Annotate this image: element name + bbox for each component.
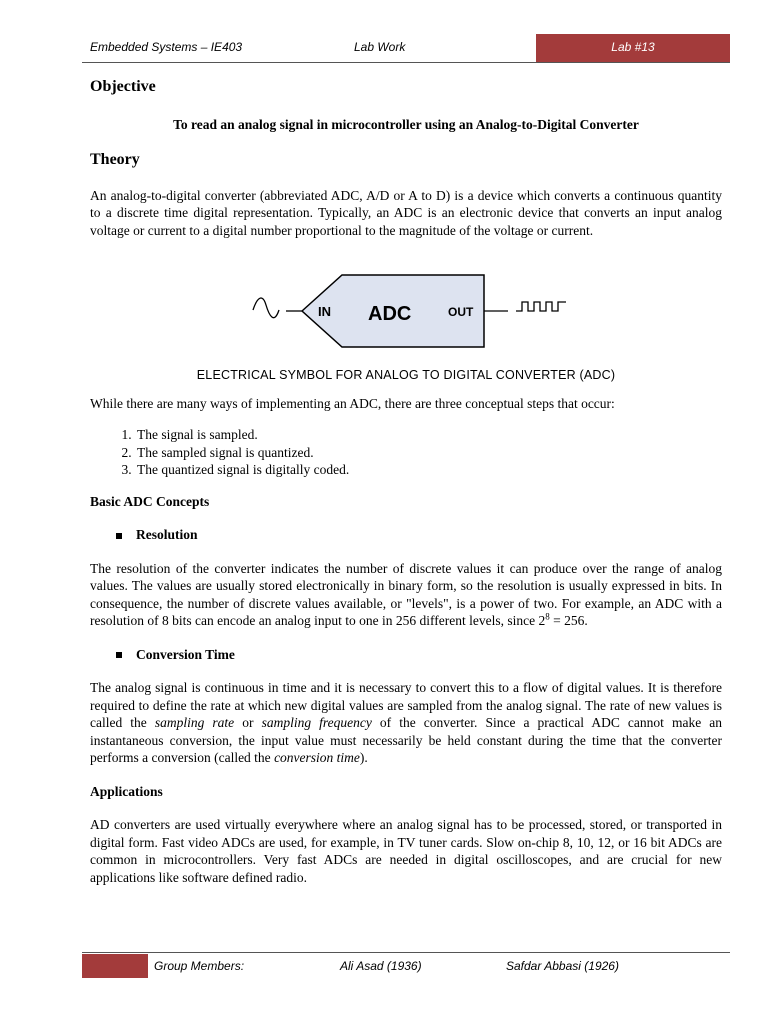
resolution-text: The resolution of the converter indicates the number of discrete values it can produce over the range of analog values. The values are usually stored electronically in binary form, so the resolution is usually expressed in bits. In consequence, the number of discrete values available, or "levels", is a power of two. For example, an ADC with a resolution of 8 bits can encode an analog input to one in 256 different levels, since $2^8 = 256$. — [90, 560, 722, 628]
step-item: 2. The sampled signal is quantized. — [135, 444, 722, 462]
objective-text: To read an analog signal in microcontroller using an Analog-to-Digital Converter — [173, 116, 639, 132]
footer-accent-box — [82, 954, 148, 978]
bullet-square-icon — [116, 533, 122, 539]
lab-number-box — [536, 34, 730, 62]
conversion-time-heading — [116, 646, 722, 664]
section-title: Lab Work — [354, 40, 406, 54]
conversion-time-title: Conversion Time — [136, 646, 235, 662]
member-1: Ali Asad (1936) — [340, 959, 422, 973]
square-wave-icon — [516, 302, 566, 311]
group-members-label: Group Members: — [154, 959, 245, 973]
course-title: Embedded Systems – IE403 — [90, 40, 243, 54]
exponent: 8 — [545, 611, 550, 622]
adc-out-label: OUT — [448, 305, 474, 319]
lab-number: Lab #13 — [611, 40, 655, 54]
theory-heading: Theory — [90, 151, 140, 168]
steps-intro: While there are many ways of implementing an ADC, there are three conceptual steps that occur: — [90, 395, 615, 411]
concepts-heading: Basic ADC Concepts — [90, 493, 210, 509]
member-2: Safdar Abbasi (1926) — [506, 959, 619, 973]
sine-wave-icon — [253, 298, 279, 318]
adc-symbol — [90, 245, 722, 365]
step-item: 3. The quantized signal is digitally coded. — [135, 461, 722, 479]
page-footer — [82, 952, 730, 978]
resolution-title: Resolution — [136, 527, 198, 542]
theory-intro: An analog-to-digital converter (abbreviated ADC, A/D or A to D) is a device which converts a continuous quantity to a discrete time digital representation. Typically, an ADC is an electronic device that converts an input analog voltage or current to a digital number proportional to the magnitude of the voltage or current. — [90, 187, 722, 238]
objective-heading: Objective — [90, 78, 156, 95]
resolution-heading — [116, 526, 722, 544]
page-header — [82, 34, 730, 63]
steps-list — [90, 426, 722, 479]
adc-in-label: IN — [318, 304, 331, 319]
applications-heading: Applications — [90, 783, 163, 799]
applications-text: AD converters are used virtually everywhere where an analog signal has to be processed, stored, or transported in digital form. Fast video ADCs are used, for example, in TV tuner cards. Slow on-chip 8, 10, 12, or 16 bit ADCs are common in microcontrollers. Very fast ADCs are needed in digital oscilloscopes, and are crucial for new applications like software defined radio. — [90, 817, 722, 885]
page-content — [90, 78, 722, 886]
conversion-time-text: The analog signal is continuous in time and it is necessary to convert this to a flow of digital values. It is therefore required to define the rate at which new digital values are sampled from the analog signal. The rate of new values is called the sampling rate or sampling frequency of the converter. Since a practical ADC cannot make an instantaneous conversion, the input value must necessarily be held constant during the time that the converter performs a conversion (called the conversion time). — [90, 680, 722, 765]
step-item: 1. The signal is sampled. — [135, 426, 722, 444]
adc-figure — [90, 245, 722, 375]
figure-caption: ELECTRICAL SYMBOL FOR ANALOG TO DIGITAL CONVERTER (ADC) — [196, 368, 616, 382]
adc-main-label: ADC — [368, 303, 412, 325]
bullet-square-icon — [116, 652, 122, 658]
